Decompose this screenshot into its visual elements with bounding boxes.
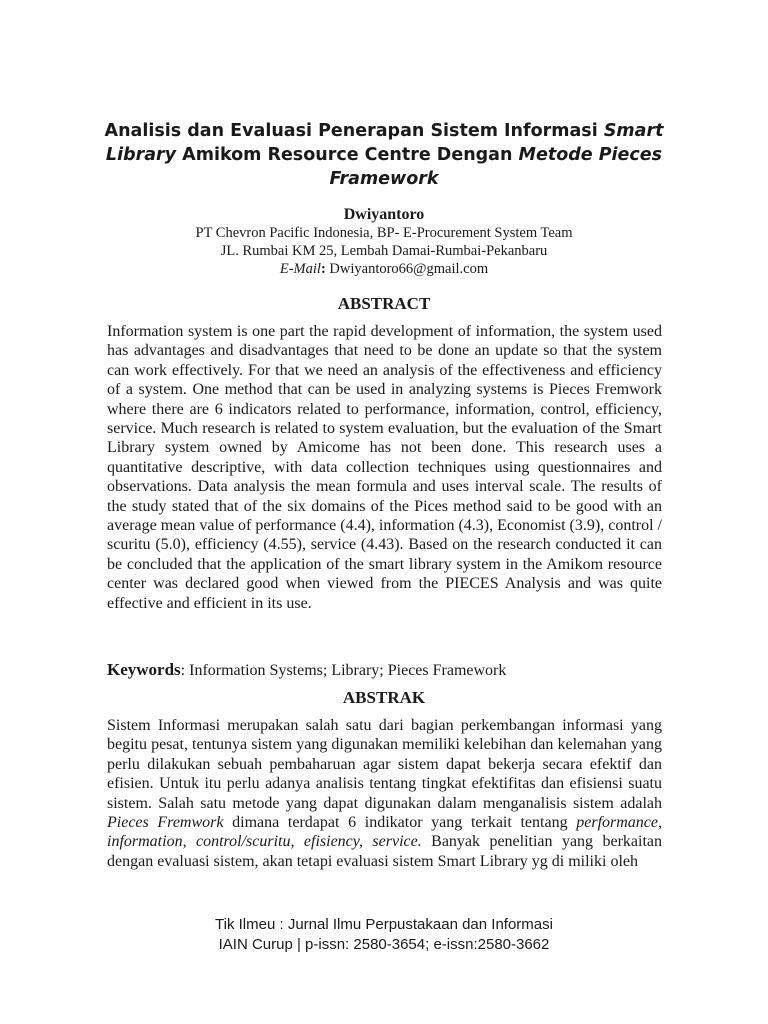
journal-name: Tik Ilmeu : Jurnal Ilmu Perpustakaan dan Informasi (215, 916, 553, 933)
title-part-1: Analisis dan Evaluasi Penerapan Sistem Informasi (104, 121, 604, 141)
keywords-label: Keywords (107, 660, 181, 679)
abstrak-italic-2: performance, information, control/scuritu, efisiency, service. (107, 814, 663, 851)
journal-issn: IAIN Curup | p-issn: 2580-3654; e-issn:2580-3662 (218, 936, 550, 953)
author-address: JL. Rumbai KM 25, Lembah Damai-Rumbai-Pekanbaru (220, 243, 548, 259)
author-affiliation: PT Chevron Pacific Indonesia, BP- E-Procurement System Team (195, 225, 573, 241)
abstrak-text-1: Sistem Informasi merupakan salah satu dari bagian perkembangan informasi yang begitu pesat, tentunya sistem yang digunakan memiliki kelebihan dan kelemahan yang perlu dilakukan sebuah pembaharuan agar sistem dapat bekerja secara efektif dan efisien. Untuk itu perlu adanya analisis tentang tingkat efektifitas dan efisiensi suatu sistem. Salah satu metode yang dapat digunakan dalam menganalisis sistem adalah (107, 717, 662, 812)
keywords-line (107, 660, 662, 681)
abstrak-text (107, 716, 662, 871)
abstract-heading: ABSTRACT (337, 294, 431, 313)
abstrak-italic-1: Pieces Fremwork (107, 814, 224, 832)
author-name: Dwiyantoro (343, 206, 425, 223)
abstrak-text-2: dimana terdapat 6 indikator yang terkait tentang (223, 814, 577, 832)
title-part-3: Amikom Resource Centre Dengan (176, 145, 519, 165)
abstrak-heading: ABSTRAK (342, 688, 426, 707)
author-email-line (0, 260, 768, 278)
abstract-text: Information system is one part the rapid development of information, the system used has advantages and disadvantages that need to be done an update so that the system can work effectively. For that we need an analysis of the effectiveness and efficiency of a system. One method that can be used in analyzing systems is Pieces Fremwork where there are 6 indicators related to performance, information, control, efficiency, service. Much research is related to system evaluation, but the evaluation of the Smart Library system owned by Amicome has not been done. This research uses a quantitative descriptive, with data collection techniques using questionnaires and observations. Data analysis the mean formula and uses interval scale. The results of the study stated that of the six domains of the Pices method said to be good with an average mean value of performance (4.4), information (4.3), Economist (3.9), control / scuritu (5.0), efficiency (4.55), service (4.43). Based on the research conducted it can be concluded that the application of the smart library system in the Amikom resource center was declared good when viewed from the PIECES Analysis and was quite effective and efficient in its use. (107, 323, 662, 612)
email-colon: : (320, 261, 326, 277)
keywords-text: : Information Systems; Library; Pieces Framework (180, 662, 507, 679)
paper-title (90, 119, 678, 191)
abstrak-text-3: Banyak penelitian yang berkaitan dengan evaluasi sistem, akan tetapi evaluasi sistem Smart Library yg di miliki oleh (107, 833, 662, 870)
title-italic-smart-library: Smart Library (105, 121, 664, 165)
email-address: Dwiyantoro66@gmail.com (325, 261, 489, 277)
email-label: E-Mail (279, 261, 321, 277)
title-italic-metode: Metode Pieces Framework (329, 145, 663, 189)
